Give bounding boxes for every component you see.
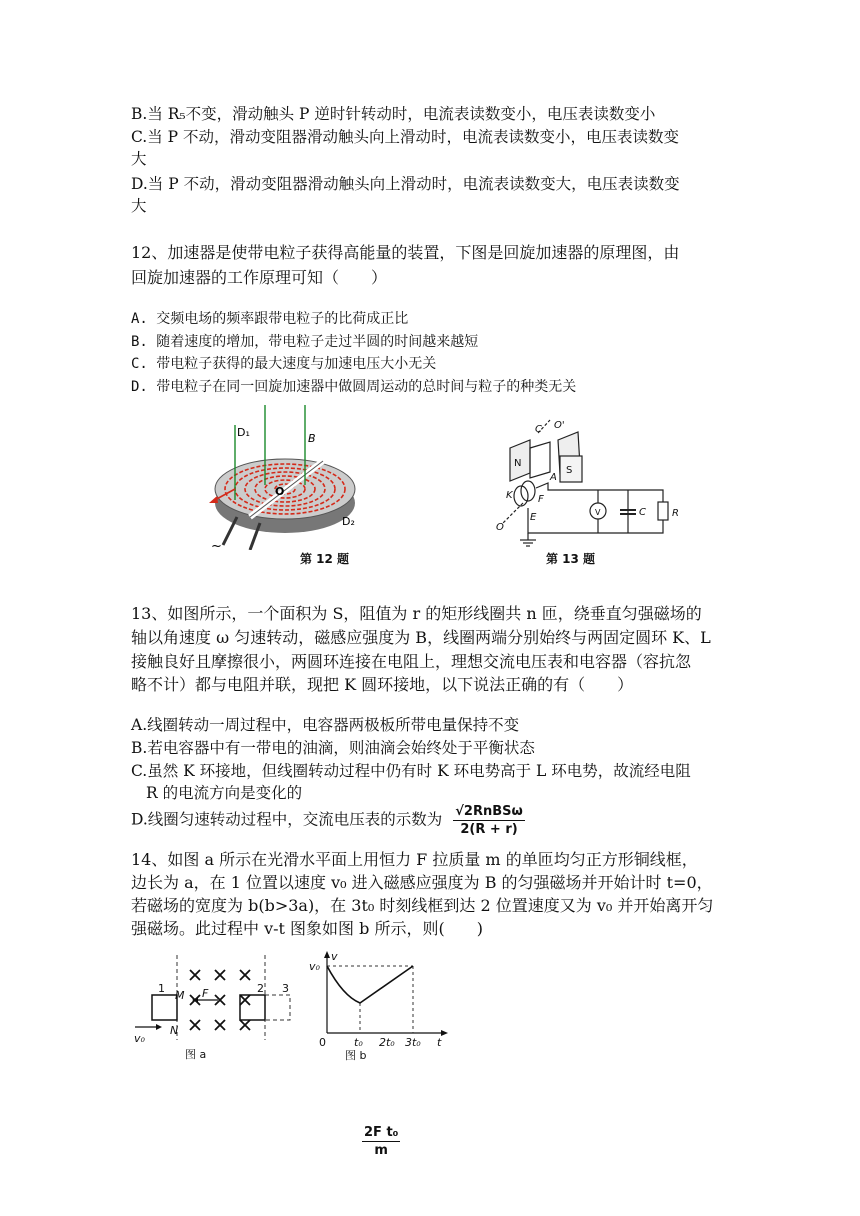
q14-stem-line2: 边长为 a，在 1 位置以速度 v₀ 进入磁感应强度为 B 的匀强磁场并开始计时 t=0， xyxy=(131,873,713,892)
q13-option-c-line2: R 的电流方向是变化的 xyxy=(146,784,303,802)
figure-b-vt-graph xyxy=(305,948,455,1063)
label-e: E xyxy=(530,512,537,523)
label-ac-source: ~ xyxy=(211,539,222,550)
figure-a-magnetic-field xyxy=(130,950,300,1065)
resistor-icon xyxy=(658,502,668,520)
q13-stem-line2: 轴以角速度 ω 匀速转动，磁感应强度为 B，线圈两端分别始终与两固定圆环 K、L xyxy=(131,628,711,647)
coil-frame xyxy=(530,442,550,478)
figure-a-labels xyxy=(134,982,289,1061)
q13-option-d xyxy=(131,804,525,837)
label-origin: 0 xyxy=(319,1036,326,1049)
generator-circuit-figure xyxy=(488,418,683,548)
q13-option-b: B.若电容器中有一带电的油滴，则油滴会始终处于平衡状态 xyxy=(131,739,535,757)
label-b: B xyxy=(308,432,316,445)
label-v0: v₀ xyxy=(134,1032,145,1045)
q14-stem-line4: 强磁场。此过程中 v-t 图象如图 b 所示，则( ) xyxy=(131,919,483,938)
generator-labels xyxy=(496,420,679,533)
q14-expression-fraction xyxy=(362,1125,400,1158)
label-f: F xyxy=(202,987,209,1000)
label-v: V xyxy=(595,508,601,517)
label-a: A xyxy=(550,472,557,483)
q12-option-b: B. 随着速度的增加，带电粒子走过半圆的时间越来越短 xyxy=(131,334,479,350)
q12-stem-line1: 12、加速器是使带电粒子获得高能量的装置，下图是回旋加速器的原理图，由 xyxy=(131,243,680,262)
cyclotron-figure xyxy=(205,405,365,550)
label-n: N xyxy=(514,458,522,469)
generator-body xyxy=(503,420,668,546)
q13-stem-line4: 略不计）都与电阻并联，现把 K 圆环接地，以下说法正确的有（ ） xyxy=(131,675,634,694)
label-pos2: 2 xyxy=(257,982,264,995)
q13-option-c-line1: C.虽然 K 环接地，但线圈转动过程中仍有时 K 环电势高于 L 环电势，故流经电阻 xyxy=(131,762,691,780)
velocity-arrow-icon xyxy=(156,1024,162,1030)
label-3t0: 3t₀ xyxy=(405,1036,421,1049)
q12-option-a: A. 交频电场的频率跟带电粒子的比荷成正比 xyxy=(131,311,409,327)
velocity-curve xyxy=(327,966,413,1003)
q11-option-d-line2: 大 xyxy=(131,197,147,215)
figure-a-caption: 图 a xyxy=(185,1048,207,1061)
label-2t0: 2t₀ xyxy=(379,1036,395,1049)
q12-stem-line2: 回旋加速器的工作原理可知（ ） xyxy=(131,268,388,287)
expression-numerator: 2F t₀ xyxy=(364,1125,399,1140)
label-v-axis: v xyxy=(331,950,338,963)
label-d2: D₂ xyxy=(342,515,355,528)
q11-option-c-line2: 大 xyxy=(131,150,147,168)
label-o-prime: O' xyxy=(554,420,565,431)
label-cap: C xyxy=(639,507,646,518)
q12-option-d: D. 带电粒子在同一回旋加速器中做圆周运动的总时间与粒子的种类无关 xyxy=(131,379,577,395)
v-axis-arrow-icon xyxy=(324,951,330,958)
figure-13-caption: 第 13 题 xyxy=(546,552,596,566)
label-o: O xyxy=(496,522,504,533)
label-t-axis: t xyxy=(437,1036,442,1049)
figure-b-caption: 图 b xyxy=(345,1049,367,1062)
label-c: C xyxy=(535,424,542,435)
label-o: O xyxy=(275,485,285,498)
q11-option-c-line1: C.当 P 不动，滑动变阻器滑动触头向上滑动时，电流表读数变小，电压表读数变 xyxy=(131,128,680,146)
label-s: S xyxy=(566,465,573,476)
label-t0: t₀ xyxy=(354,1036,363,1049)
q11-option-d-line1: D.当 P 不动，滑动变阻器滑动触头向上滑动时，电流表读数变大，电压表读数变 xyxy=(131,175,680,193)
q13-stem-line1: 13、如图所示，一个面积为 S，阻值为 r 的矩形线圈共 n 匝，绕垂直匀强磁场的 xyxy=(131,604,702,623)
label-n: N xyxy=(170,1024,179,1037)
label-f: F xyxy=(538,494,544,505)
q14-stem-line3: 若磁场的宽度为 b(b>3a)，在 3t₀ 时刻线框到达 2 位置速度又为 v₀ 并开始离开匀 xyxy=(131,896,714,915)
label-d1: D₁ xyxy=(237,426,250,439)
q11-option-b: B.当 R₅不变，滑动触头 P 逆时针转动时，电流表读数变小，电压表读数变小 xyxy=(131,105,656,123)
label-pos1: 1 xyxy=(158,982,165,995)
q14-stem-line1: 14、如图 a 所示在光滑水平面上用恒力 F 拉质量 m 的单匝均匀正方形铜线框， xyxy=(131,850,698,869)
figure-12-caption: 第 12 题 xyxy=(300,552,350,566)
label-v0: v₀ xyxy=(309,960,320,973)
q13-option-a: A.线圈转动一周过程中，电容器两极板所带电量保持不变 xyxy=(131,716,520,734)
label-pos3: 3 xyxy=(282,982,289,995)
formula-denominator: 2(R + r) xyxy=(460,822,518,837)
label-m: M xyxy=(175,989,185,1002)
formula-numerator: √2RnBSω xyxy=(455,804,523,819)
q12-option-c: C. 带电粒子获得的最大速度与加速电压大小无关 xyxy=(131,356,437,372)
q13-option-d-formula xyxy=(453,804,525,837)
q13-option-d-text: D.线圈匀速转动过程中，交流电压表的示数为 xyxy=(131,810,443,829)
q14-expression xyxy=(362,1125,400,1158)
figure-b-labels xyxy=(309,950,442,1062)
label-r: R xyxy=(672,508,679,519)
exit-arrow-icon xyxy=(209,496,218,503)
label-k: K xyxy=(506,490,513,501)
q13-stem-line3: 接触良好且摩擦很小，两圆环连接在电阻上，理想交流电压表和电容器（容抗忽 xyxy=(131,652,692,671)
frame-position-1 xyxy=(152,995,177,1020)
expression-denominator: m xyxy=(374,1143,388,1158)
t-axis-arrow-icon xyxy=(441,1030,448,1036)
guide-lines xyxy=(327,966,413,1033)
